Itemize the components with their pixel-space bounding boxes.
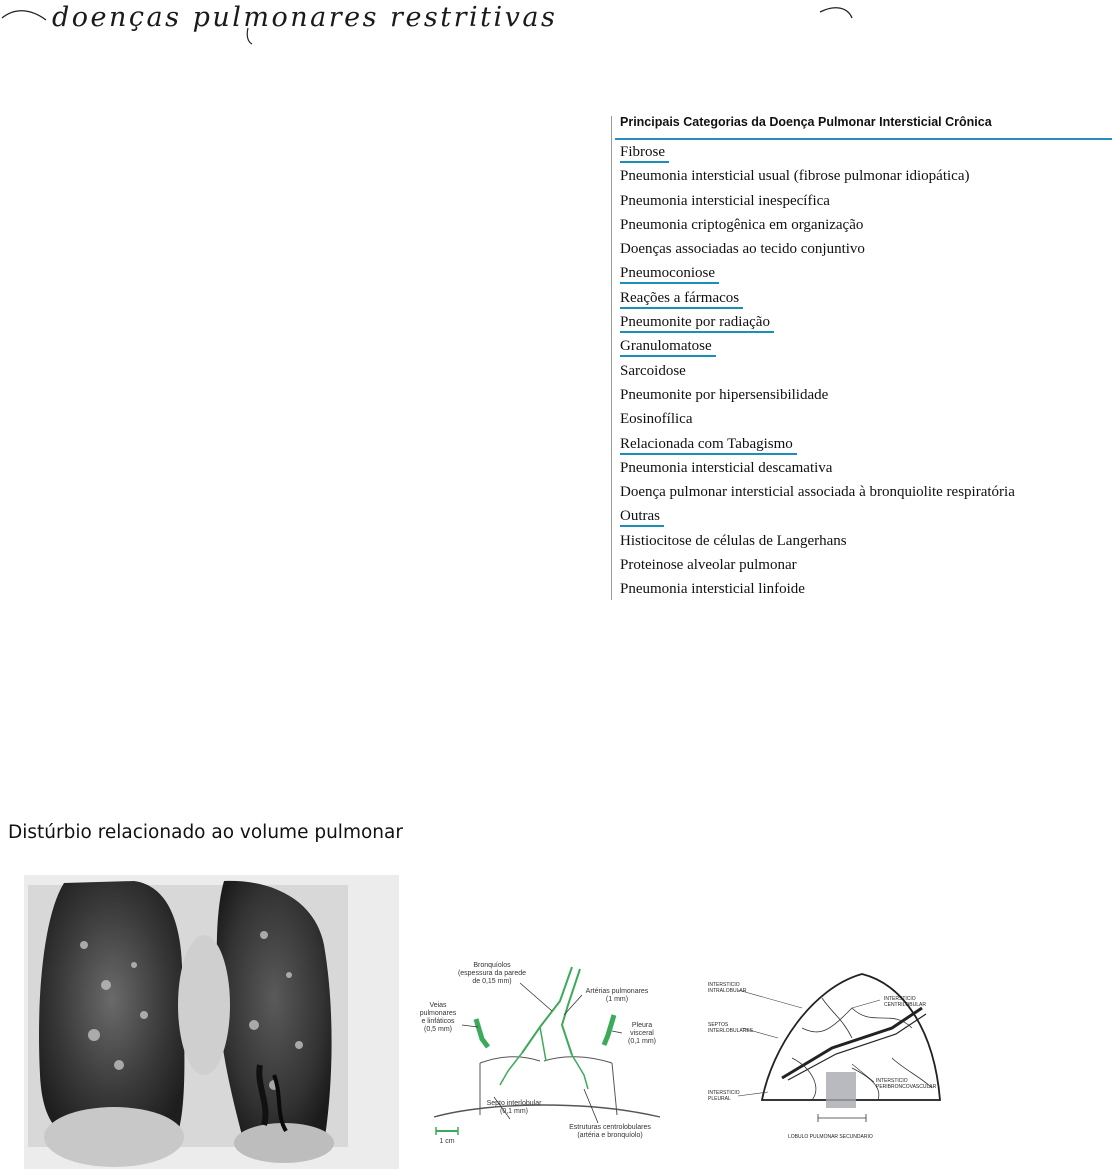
label-peribroncovascular-2: PERIBRONCOVASCULAR bbox=[876, 1084, 937, 1090]
table-left-rule bbox=[611, 116, 612, 600]
label-bronquiolos-2: (espessura da parede bbox=[457, 970, 527, 977]
page-title-block bbox=[0, 0, 870, 48]
category-label: Outras bbox=[620, 508, 664, 527]
category-label: Relacionada com Tabagismo bbox=[620, 436, 797, 455]
category-label: Reações a fármacos bbox=[620, 290, 743, 309]
label-pleura-3: (0,1 mm) bbox=[628, 1038, 656, 1045]
page-title: doenças pulmonares restritivas bbox=[52, 2, 558, 33]
category-row bbox=[620, 310, 1015, 334]
label-veias-1: Veias bbox=[429, 1002, 447, 1009]
lobule-anatomy-diagram bbox=[412, 955, 672, 1145]
section-title: Distúrbio relacionado ao volume pulmonar bbox=[8, 822, 403, 843]
subcategory-label: Sarcoidose bbox=[620, 362, 686, 379]
table-rows bbox=[620, 140, 1015, 602]
subcategory-label: Histiocitose de células de Langerhans bbox=[620, 532, 847, 549]
subcategory-label: Doença pulmonar intersticial associada à bronquiolite respiratória bbox=[620, 484, 1015, 501]
label-pleural-1: INTERSTICIO bbox=[708, 1090, 740, 1096]
lobule-anatomy-svg bbox=[412, 955, 672, 1145]
label-arterias-2: (1 mm) bbox=[605, 996, 629, 1003]
category-label: Pneumoconiose bbox=[620, 265, 719, 284]
subcategory-label: Pneumonia criptogênica em organização bbox=[620, 216, 864, 233]
label-intralobular-2: INTRALOBULAR bbox=[708, 988, 747, 994]
label-peribroncovascular-1: INTERSTICIO bbox=[876, 1078, 908, 1084]
category-row bbox=[620, 334, 1015, 358]
category-row bbox=[620, 261, 1015, 285]
category-label: Pneumonite por radiação bbox=[620, 314, 774, 333]
category-row bbox=[620, 432, 1015, 456]
subcategory-label: Proteinose alveolar pulmonar bbox=[620, 557, 797, 574]
category-row bbox=[620, 286, 1015, 310]
interstitium-diagram bbox=[702, 968, 950, 1144]
label-septos-2: INTERLOBULARES bbox=[708, 1028, 754, 1034]
subcategory-label: Pneumonia intersticial descamativa bbox=[620, 459, 833, 476]
label-veias-4: (0,5 mm) bbox=[424, 1026, 452, 1033]
subcategory-label: Pneumonia intersticial linfoide bbox=[620, 581, 805, 598]
subcategory-row bbox=[620, 553, 1015, 577]
category-label: Granulomatose bbox=[620, 338, 716, 357]
label-centrilobular-2: CENTRILOBULAR bbox=[884, 1002, 926, 1008]
label-bronquiolos-3: de 0,15 mm) bbox=[472, 978, 512, 985]
subcategory-row bbox=[620, 383, 1015, 407]
category-row bbox=[620, 140, 1015, 164]
subcategory-label: Doenças associadas ao tecido conjuntivo bbox=[620, 241, 865, 258]
classification-table bbox=[611, 108, 1112, 600]
subcategory-label: Pneumonite por hipersensibilidade bbox=[620, 386, 829, 403]
subcategory-row bbox=[620, 189, 1015, 213]
label-septo-1: Septo interlobular bbox=[486, 1100, 542, 1107]
label-centrilobular-1: INTERSTICIO bbox=[884, 996, 916, 1002]
label-arterias-1: Artérias pulmonares bbox=[585, 988, 649, 995]
subcategory-label: Eosinofílica bbox=[620, 411, 693, 428]
category-label: Fibrose bbox=[620, 144, 669, 163]
subcategory-label: Pneumonia intersticial usual (fibrose pulmonar idiopática) bbox=[620, 168, 970, 185]
subcategory-row bbox=[620, 164, 1015, 188]
ct-scan-illustration bbox=[24, 875, 399, 1169]
label-estruturas-2: (artéria e bronquíolo) bbox=[577, 1132, 643, 1139]
subcategory-row bbox=[620, 577, 1015, 601]
label-veias-2: pulmonares bbox=[419, 1010, 457, 1017]
subcategory-row bbox=[620, 359, 1015, 383]
label-lobulo: LOBULO PULMONAR SECUNDARIO bbox=[788, 1134, 873, 1140]
label-septo-2: (0,1 mm) bbox=[500, 1108, 528, 1115]
subcategory-row bbox=[620, 456, 1015, 480]
interstitium-svg bbox=[702, 968, 950, 1144]
subcategory-row bbox=[620, 237, 1015, 261]
label-intralobular-1: INTERSTICIO bbox=[708, 982, 740, 988]
subcategory-row bbox=[620, 529, 1015, 553]
subcategory-row bbox=[620, 213, 1015, 237]
table-header: Principais Categorias da Doença Pulmonar Intersticial Crônica bbox=[620, 115, 992, 129]
subcategory-label: Pneumonia intersticial inespecífica bbox=[620, 192, 830, 209]
label-estruturas-1: Estruturas centrolobulares bbox=[569, 1124, 651, 1131]
label-veias-3: e linfáticos bbox=[421, 1018, 455, 1025]
category-row bbox=[620, 504, 1015, 528]
label-pleura-1: Pleura bbox=[631, 1022, 653, 1029]
label-septos-1: SEPTOS bbox=[708, 1022, 729, 1028]
label-pleural-2: PLEURAL bbox=[708, 1096, 731, 1102]
subcategory-row bbox=[620, 480, 1015, 504]
label-bronquiolos-1: Bronquíolos bbox=[473, 962, 511, 969]
label-pleura-2: visceral bbox=[630, 1030, 654, 1037]
label-scale: 1 cm bbox=[439, 1138, 455, 1145]
subcategory-row bbox=[620, 407, 1015, 431]
ct-scan-image bbox=[24, 875, 399, 1169]
